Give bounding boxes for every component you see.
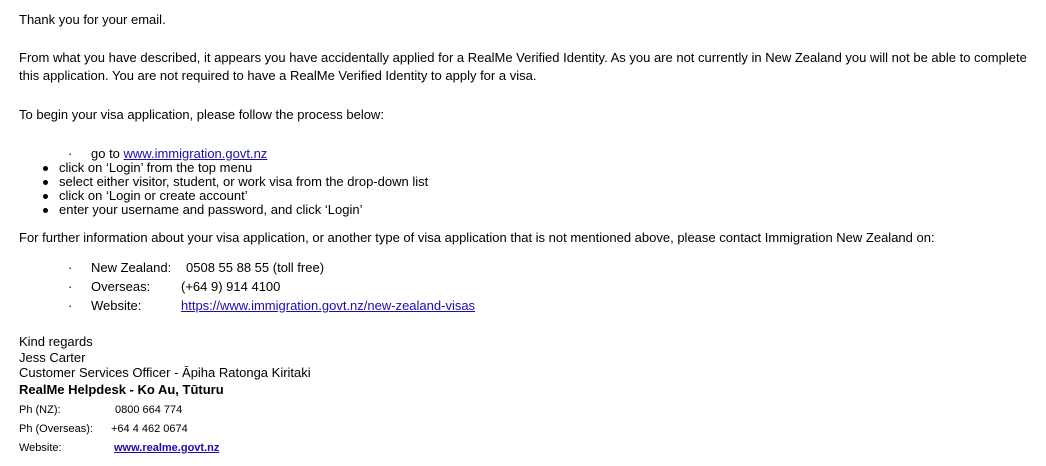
detail-value: 0800 664 774 (115, 404, 183, 416)
greeting: Thank you for your email. (19, 12, 166, 27)
signature-role: Customer Services Officer - Āpiha Ratonga Kiritaki (19, 365, 311, 380)
visas-website-link[interactable]: https://www.immigration.govt.nz/new-zealand-visas (181, 298, 476, 313)
bullet-icon (43, 180, 48, 185)
bullet-icon (43, 208, 48, 213)
contact-label: Overseas: (91, 279, 151, 294)
middle-dot-bullet: · (68, 260, 73, 275)
detail-value: +64 4 462 0674 (111, 423, 188, 435)
paragraph-further-info: For further information about your visa application, or another type of visa application that is not mentioned above, please contact Immigration New Zealand on: (19, 230, 935, 245)
detail-label: Ph (NZ): (19, 404, 61, 416)
realme-website-link[interactable]: www.realme.govt.nz (114, 442, 220, 454)
contact-value: (+64 9) 914 4100 (181, 279, 281, 294)
middle-dot-bullet: · (68, 279, 73, 294)
contact-label: New Zealand: (91, 260, 172, 275)
list-item: select either visitor, student, or work visa from the drop-down list (19, 175, 428, 189)
steps-list (19, 161, 428, 217)
paragraph-realme-explanation: From what you have described, it appears you have accidentally applied for a RealMe Verified Identity. As you are not currently in New Zealand you will not be able to complete this application. You are not required to have a RealMe Verified Identity to apply for a visa. (19, 50, 1027, 83)
list-item: click on ‘Login or create account’ (19, 189, 428, 203)
middle-dot-bullet: · (68, 298, 73, 313)
signature-name: Jess Carter (19, 350, 86, 365)
bullet-icon (43, 194, 48, 199)
immigration-link[interactable]: www.immigration.govt.nz (123, 146, 268, 161)
contact-value: 0508 55 88 55 (toll free) (186, 260, 325, 275)
list-item: click on ‘Login’ from the top menu (19, 161, 428, 175)
paragraph-process-intro: To begin your visa application, please follow the process below: (19, 107, 384, 122)
signature-closing: Kind regards (19, 334, 93, 349)
detail-label: Ph (Overseas): (19, 423, 93, 435)
middle-dot-bullet: · (68, 146, 73, 161)
detail-label: Website: (19, 442, 62, 454)
bullet-icon (43, 166, 48, 171)
list-item: enter your username and password, and click ‘Login’ (19, 203, 428, 217)
contact-label: Website: (91, 298, 142, 313)
step-first-prefix: go to (91, 146, 124, 161)
signature-team: RealMe Helpdesk - Ko Au, Tūturu (19, 382, 224, 397)
